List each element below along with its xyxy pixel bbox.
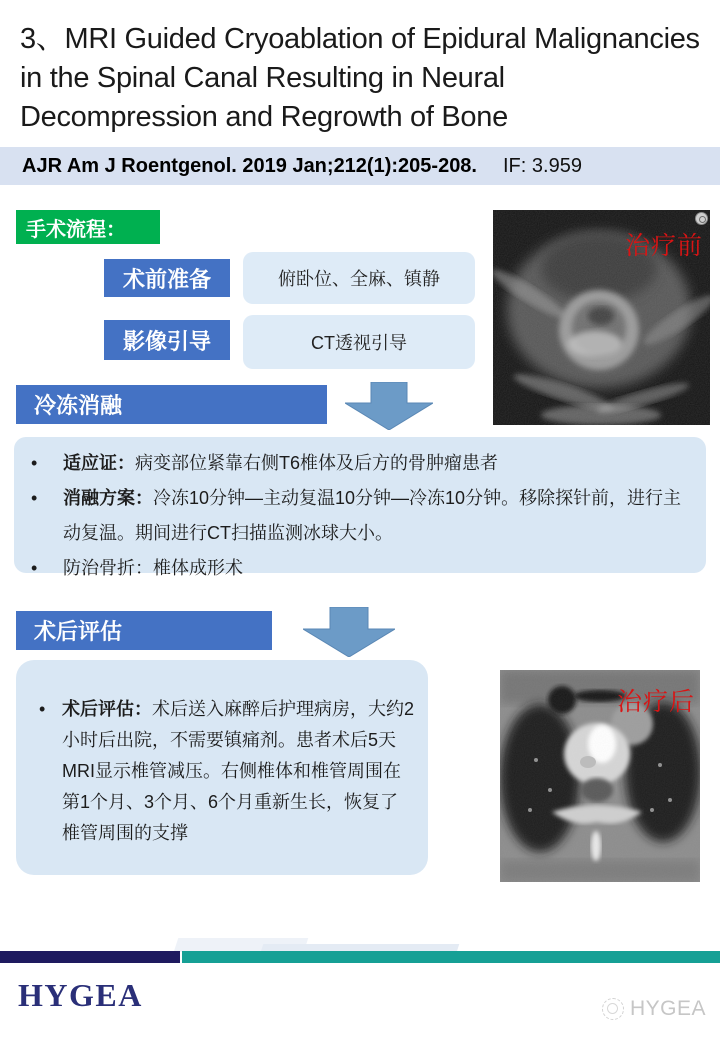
ct-after-image [500, 670, 700, 882]
bullet-text: 防治骨折：椎体成形术 [63, 558, 243, 578]
mri-before-image [493, 210, 710, 425]
bullet-text: 冷冻10分钟—主动复温10分钟—冷冻10分钟。移除探针前，进行主动复温。期间进行CT扫描监测冰球大小。 [63, 488, 682, 543]
after-treatment-label: 治疗后 [616, 688, 695, 716]
flow-header-badge: 手术流程： [16, 210, 160, 244]
list-item [29, 446, 692, 481]
bullet-marker: • [39, 699, 46, 719]
bullet-text: 术后送入麻醉后护理病房，大约2小时后出院，不需要镇痛剂。患者术后5天MRI显示椎管减压。右侧椎体和椎管周围在第1个月、3个月、6个月重新生长，恢复了椎管周围的支撑 [62, 699, 415, 843]
bullet-content [63, 481, 692, 551]
section-header-cryoablation: 冷冻消融 [16, 385, 327, 424]
bullet-lead: 适应证： [63, 453, 135, 473]
bullet-lead: 消融方案： [63, 488, 153, 508]
footer-bar-teal [182, 951, 720, 963]
step-label-preparation: 术前准备 [104, 259, 230, 297]
bullet-marker: • [31, 488, 38, 508]
list-item [37, 694, 416, 849]
bullet-marker: • [31, 558, 38, 578]
citation-reference: AJR Am J Roentgenol. 2019 Jan;212(1):205-208. [22, 154, 477, 177]
list-item [29, 481, 692, 551]
cryoablation-details-box [14, 437, 706, 578]
step-label-guidance: 影像引导 [104, 320, 230, 360]
citation-bar [0, 147, 720, 185]
section-header-postop: 术后评估 [16, 611, 272, 650]
page-title: 3、MRI Guided Cryoablation of Epidural Malignancies in the Spinal Canal Resulting in Neural Decompression and Regrowth of Bone [20, 23, 700, 133]
bullet-marker: • [31, 453, 38, 473]
arrow-down-icon [303, 607, 395, 657]
step-detail-guidance: CT透视引导 [243, 315, 475, 369]
footer-bar-navy [0, 951, 180, 963]
impact-factor: IF: 3.959 [503, 154, 582, 177]
watermark-label: HYGEA [630, 997, 707, 1020]
postop-details-box [16, 660, 428, 875]
hygea-logo: HYGEA [18, 977, 143, 1013]
bullet-content [63, 551, 692, 586]
step-detail-preparation: 俯卧位、全麻、镇静 [243, 252, 475, 304]
watermark [602, 997, 706, 1021]
list-item [29, 551, 692, 586]
hygea-emblem-icon [602, 998, 624, 1020]
arrow-down-icon [345, 382, 433, 430]
before-treatment-label: 治疗前 [624, 232, 703, 260]
bullet-content [62, 694, 416, 849]
watermark-badge-icon [695, 212, 708, 225]
bullet-lead: 术后评估： [62, 699, 152, 719]
bullet-content [63, 446, 692, 481]
bullet-text: 病变部位紧靠右侧T6椎体及后方的骨肿瘤患者 [135, 453, 499, 473]
